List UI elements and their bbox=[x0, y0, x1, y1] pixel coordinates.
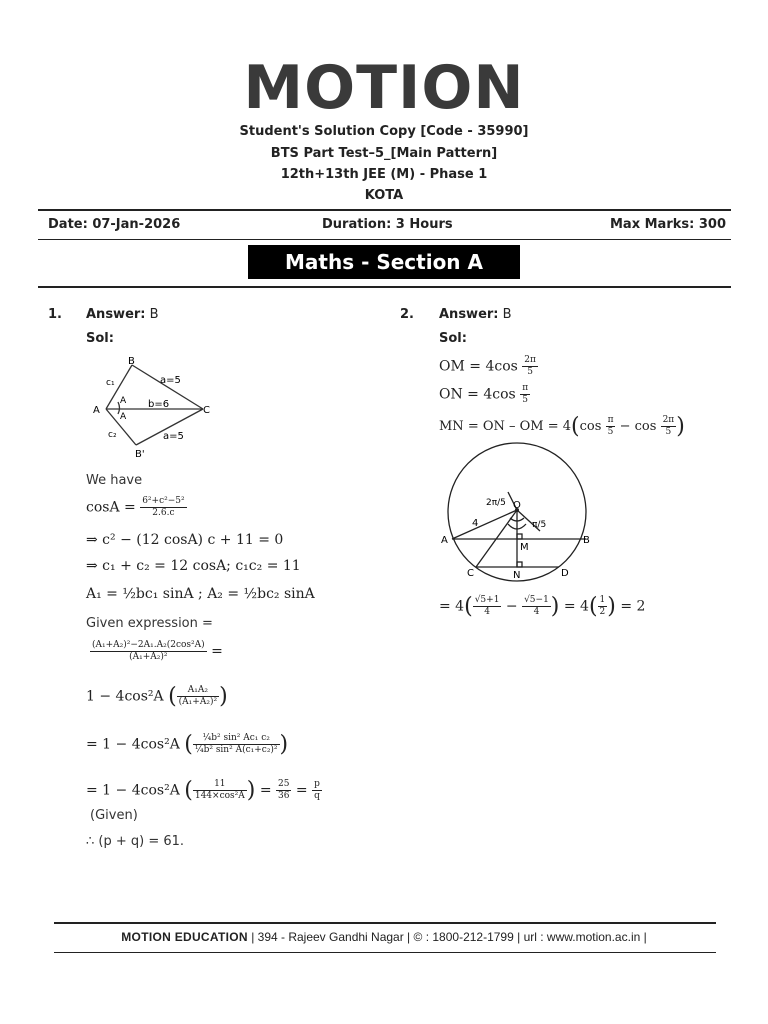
q2-om bbox=[439, 355, 538, 378]
q2-fig-o: O bbox=[513, 500, 521, 511]
motion-logo bbox=[0, 52, 768, 124]
q1-l7-num: 11 bbox=[193, 779, 247, 791]
q1-l6-lhs: = 1 − 4cos²A bbox=[86, 736, 180, 753]
q2-on-lhs: ON = 4cos bbox=[439, 386, 516, 403]
q2-fig-m: M bbox=[520, 542, 529, 553]
q1-l6-frac bbox=[193, 733, 280, 756]
q1-result: ∴ (p + q) = 61. bbox=[86, 834, 185, 849]
q1-fig-b-side: b=6 bbox=[148, 399, 170, 410]
q1-l5-den: (A₁+A₂)² bbox=[178, 697, 218, 707]
solution-copy-code: Student's Solution Copy [Code - 35990] bbox=[239, 124, 529, 139]
footer-rule-bottom bbox=[54, 952, 716, 953]
q1-fig-a-top: a=5 bbox=[160, 375, 181, 386]
q1-l7-r-num: 25 bbox=[278, 779, 290, 789]
q1-l6-den: ¼b² sin² A(c₁+c₂)² bbox=[194, 745, 278, 755]
q2-fig-angle-2pi5: 2π/5 bbox=[486, 498, 506, 508]
q2-answer-label: Answer: bbox=[439, 307, 499, 322]
q2-final-a-den: 4 bbox=[484, 607, 490, 617]
q1-fig-c2: c₂ bbox=[108, 430, 117, 440]
q1-l5-num: A₁A₂ bbox=[177, 685, 219, 697]
course-name: 12th+13th JEE (M) - Phase 1 bbox=[280, 167, 488, 182]
q1-q: q bbox=[314, 791, 320, 801]
q1-cosA-lhs: cosA = bbox=[86, 499, 136, 516]
q1-l5-frac bbox=[177, 685, 219, 708]
q1-number: 1. bbox=[48, 307, 62, 322]
q2-fig-four: 4 bbox=[472, 518, 479, 529]
q1-ge-den: (A₁+A₂)² bbox=[129, 652, 168, 662]
q1-pq-frac bbox=[312, 779, 322, 802]
q2-mn-b-den: 5 bbox=[665, 427, 672, 437]
centre-name: KOTA bbox=[364, 188, 404, 203]
q2-mn-lhs: MN = ON – OM = 4 bbox=[439, 419, 572, 434]
q1-line2: ⇒ c² − (12 cosA) c + 11 = 0 bbox=[86, 532, 284, 548]
q1-l7-eq: = bbox=[259, 782, 272, 799]
q2-mn-a-num: π bbox=[607, 415, 614, 425]
q1-cosA-num: 6²+c²−5² bbox=[142, 496, 185, 506]
q1-fig-angle-a2: A bbox=[120, 412, 127, 422]
q2-om-lhs: OM = 4cos bbox=[439, 358, 518, 375]
q1-ge-eq: = bbox=[211, 643, 223, 660]
footer-brand: MOTION EDUCATION bbox=[121, 930, 248, 944]
q1-l7-frac bbox=[193, 779, 247, 802]
q2-final: = 4( $\frac{√5+1}{4}$ − $\frac{√5-1}{4}$ ) = 4( $\frac{1}{2}$ ) = 2 bbox=[439, 594, 646, 619]
q2-answer bbox=[439, 307, 512, 322]
q2-answer-value: B bbox=[502, 307, 512, 322]
q2-on-den: 5 bbox=[522, 395, 529, 405]
q2-final-mid: = 4 bbox=[563, 598, 589, 615]
q1-fig-angle-a1: A bbox=[120, 396, 127, 406]
exam-date: Date: 07-Jan-2026 bbox=[48, 217, 181, 232]
logo-text: MOTION bbox=[243, 53, 525, 123]
q2-mn-frac-a bbox=[606, 415, 616, 438]
q1-fig-bprime: B' bbox=[135, 449, 145, 460]
q1-fig-b: B bbox=[128, 356, 135, 367]
q1-p: p bbox=[314, 779, 320, 789]
q1-line7: = 1 − 4cos²A ( $\frac{11}{\text{144×cos²A}}$ ) = $\frac{25}{36}$ = $\frac{p}{q}$ bbox=[86, 778, 320, 803]
q2-final-half-num: 1 bbox=[599, 595, 606, 605]
q1-we-have: We have bbox=[86, 473, 143, 488]
q1-ge-fraction bbox=[90, 640, 223, 663]
q1-answer-label: Answer: bbox=[86, 307, 146, 322]
q2-final-half-den: 2 bbox=[599, 607, 606, 617]
q2-on bbox=[439, 383, 530, 406]
q2-on-num: π bbox=[522, 383, 529, 393]
q2-mn-a-den: 5 bbox=[607, 427, 614, 437]
q1-answer-value: B bbox=[149, 307, 159, 322]
q2-on-frac bbox=[520, 383, 530, 406]
q2-mn-frac-b bbox=[661, 415, 677, 438]
q2-fig-angle-pi5: π/5 bbox=[532, 520, 547, 530]
q2-fig-c: C bbox=[467, 568, 474, 579]
q2-mn: MN = ON – OM = 4(cos $\frac{\pi}{5}$ − cos $\frac{2\pi}{5}$ ) bbox=[439, 414, 685, 439]
q2-sol-label: Sol: bbox=[439, 331, 467, 346]
max-marks: Max Marks: 300 bbox=[610, 217, 726, 232]
q2-fig-d: D bbox=[561, 568, 569, 579]
footer-rule-top bbox=[54, 922, 716, 924]
q1-line5: 1 − 4cos²A ( $\frac{\text{A₁A₂}}{\text{(A₁+A₂)²}}$ ) bbox=[86, 684, 228, 709]
q1-sol-label: Sol: bbox=[86, 331, 114, 346]
q2-fig-n: N bbox=[513, 570, 521, 581]
q1-l7-eq2: = bbox=[295, 782, 308, 799]
q2-fig-a: A bbox=[441, 535, 448, 546]
q1-fig-a-bot: a=5 bbox=[163, 431, 184, 442]
header-rule-mid bbox=[38, 239, 731, 240]
q2-mn-cos-a: cos bbox=[579, 419, 602, 434]
q1-l5-lhs: 1 − 4cos²A bbox=[86, 688, 164, 705]
q1-answer bbox=[86, 307, 159, 322]
q2-final-frac-b bbox=[522, 595, 551, 618]
q1-l6-num: ¼b² sin² Ac₁ c₂ bbox=[193, 733, 280, 745]
test-name: BTS Part Test–5_[Main Pattern] bbox=[270, 146, 498, 161]
q2-number: 2. bbox=[400, 307, 414, 322]
section-rule bbox=[38, 286, 731, 288]
footer-phone: © : 1800-212-1799 bbox=[413, 930, 514, 944]
footer-url: | url : www.motion.ac.in | bbox=[517, 930, 647, 944]
q1-ge-num: (A₁+A₂)²−2A₁.A₂(2cos²A) bbox=[92, 640, 205, 650]
q1-l7-result-frac bbox=[276, 779, 291, 802]
q1-fig-a: A bbox=[93, 405, 100, 416]
q2-final-frac-a bbox=[473, 595, 502, 618]
q2-final-minus: − bbox=[505, 598, 518, 615]
exam-duration: Duration: 3 Hours bbox=[322, 217, 453, 232]
q2-final-b-den: 4 bbox=[533, 607, 540, 617]
q1-fig-c1: c₁ bbox=[106, 378, 115, 388]
q1-given: (Given) bbox=[90, 808, 138, 823]
q1-ge-frac bbox=[90, 640, 207, 663]
q1-cosA-den: 2.6.c bbox=[152, 508, 175, 518]
q1-l7-r-den: 36 bbox=[278, 791, 290, 801]
footer-address: | 394 - Rajeev Gandhi Nagar | bbox=[251, 930, 411, 944]
footer bbox=[0, 930, 768, 944]
q2-mn-b-num: 2π bbox=[662, 415, 675, 425]
q1-triangle-diagram bbox=[88, 352, 228, 462]
q1-fig-c: C bbox=[203, 405, 210, 416]
q1-line3: ⇒ c₁ + c₂ = 12 cosA; c₁c₂ = 11 bbox=[86, 558, 301, 574]
header-rule-top bbox=[38, 209, 731, 211]
q1-cosA-eq bbox=[86, 496, 187, 519]
q1-given-expression: Given expression = bbox=[86, 616, 213, 631]
q2-fig-b: B bbox=[583, 535, 590, 546]
q2-final-result: = 2 bbox=[620, 598, 646, 615]
q2-final-lhs: = 4 bbox=[439, 598, 465, 615]
q2-final-half bbox=[598, 595, 608, 618]
q2-om-frac bbox=[522, 355, 538, 378]
q2-om-den: 5 bbox=[527, 367, 533, 377]
q1-l7-den: 144×cos²A bbox=[194, 791, 245, 801]
q2-final-a-num: √5+1 bbox=[474, 595, 500, 605]
q2-mn-minus: − cos bbox=[619, 419, 657, 434]
q2-final-b-num: √5−1 bbox=[524, 595, 549, 605]
q1-line4: A₁ = ½bc₁ sinA ; A₂ = ½bc₂ sinA bbox=[86, 586, 315, 602]
q2-circle-diagram bbox=[438, 442, 598, 584]
section-title: Maths - Section A bbox=[248, 245, 520, 279]
q1-cosA-frac bbox=[140, 496, 186, 519]
q1-line6: = 1 − 4cos²A ( $\frac{\text{¼b² sin² Ac₁ c₂}}{\text{¼b² sin² A(c₁+c₂)²}}$ ) bbox=[86, 732, 289, 757]
q2-om-num: 2π bbox=[524, 355, 536, 365]
q1-l7-lhs: = 1 − 4cos²A bbox=[86, 782, 180, 799]
